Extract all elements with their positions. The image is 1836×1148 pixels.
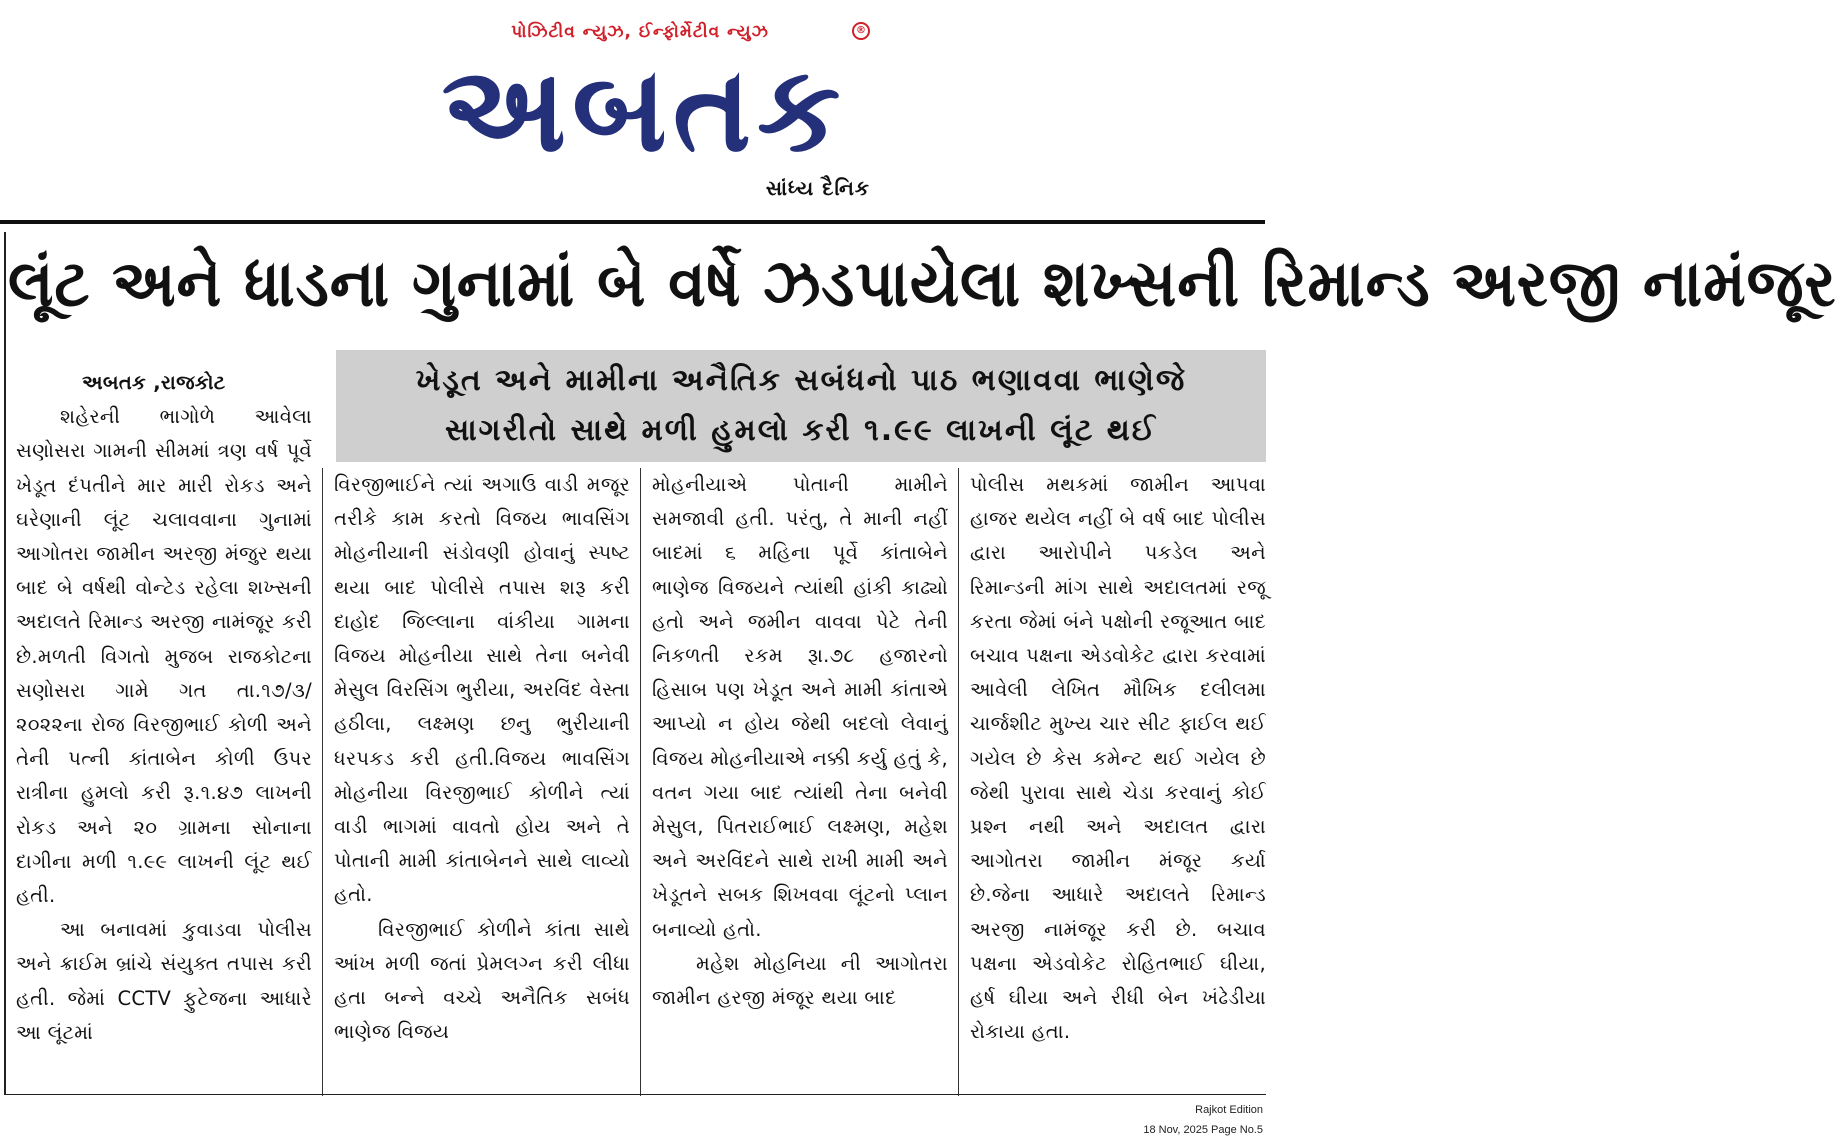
column-divider: [322, 468, 323, 1096]
paragraph: શહેરની ભાગોળે આવેલા સણોસરા ગામની સીમમાં ત્રણ વર્ષ પૂર્વે ખેડૂત દંપતીને માર મારી રોકડ અને ઘરેણાની લૂંટ ચલાવવાના ગુનામાં આગોતરા જામીન અરજી મંજુર થયા બાદ બે વર્ષથી વોન્ટેડ રહેલા શખ્સની અદાલતે રિમાન્ડ અરજી નામંજૂર કરી છે.મળતી વિગતો મુજબ રાજકોટના સણોસરા ગામે ગત તા.૧૭/૩/ ૨૦૨૨ના રોજ વિરજીભાઈ કોળી અને તેની પત્ની કાંતાબેન કોળી ઉપર રાત્રીના હુમલો કરી રૂ.૧.૪૭ લાખની રોકડ અને ૨૦ ગ્રામના સોનાના દાગીના મળી ૧.૯૯ લાખની લૂંટ થઈ હતી.: [16, 405, 312, 908]
article-headline: લૂંટ અને ધાડના ગુનામાં બે વર્ષે ઝડપાયેલા શખ્સની રિમાન્ડ અરજી નામંજૂર: [8, 246, 1836, 322]
newspaper-logo: અબતક: [441, 40, 847, 178]
masthead-tagline: પોઝિટીવ ન્યુઝ, ઈન્ફોર્મેટીવ ન્યુઝ: [511, 22, 769, 42]
article-byline: અબતક ,રાજકોટ: [82, 371, 226, 394]
paragraph: વિરજીભાઈને ત્યાં અગાઉ વાડી મજૂર તરીકે કામ કરતો વિજય ભાવસિંગ મોહનીયાની સંડોવણી હોવાનું સ્પષ્ટ થયા બાદ પોલીસે તપાસ શરૂ કરી દાહોદ જિલ્લાના વાંકીયા ગામના વિજય મોહનીયા સાથે તેના બનેવી મેસુલ વિરસિંગ ભુરીયા, અરવિંદ વેસ્તા હઠીલા, લક્ષ્મણ છનુ ભુરીયાની ધરપકડ કરી હતી.વિજય ભાવસિંગ મોહનીયા વિરજીભાઈ કોળીને ત્યાં વાડી ભાગમાં વાવતો હોય અને તે પોતાની મામી કાંતાબેનને સાથે લાવ્યો હતો.: [334, 473, 630, 907]
edition-type-label: સાંધ્ય દૈનિક: [765, 176, 870, 200]
article-column-1: [16, 366, 312, 1096]
bottom-rule: [4, 1094, 1266, 1095]
article-column-2: [334, 468, 630, 1096]
article-column-4: [970, 468, 1266, 1096]
left-border-rule: [4, 232, 6, 1094]
edition-name: Rajkot Edition: [1195, 1104, 1263, 1116]
paragraph: પોલીસ મથકમાં જામીન આપવા હાજર થયેલ નહીં બે વર્ષ બાદ પોલીસ દ્વારા આરોપીને પકડેલ અને રિમાન્ડની માંગ સાથે અદાલતમાં રજૂ કરતા જેમાં બંને પક્ષોની રજૂઆત બાદ બચાવ પક્ષના એડવોકેટ દ્વારા કરવામાં આવેલી લેખિત મૌખિક દલીલમા ચાર્જશીટ મુખ્ય ચાર સીટ ફાઈલ થઈ ગયેલ છે કેસ કમેન્ટ થઈ ગયેલ છે જેથી પુરાવા સાથે ચેડા કરવાનું કોઈ પ્રશ્ન નથી અને અદાલત દ્વારા આગોતરા જામીન મંજૂર કર્યા છે.જેના આધારે અદાલતે રિમાન્ડ અરજી નામંજૂર કરી છે. બચાવ પક્ષના એડવોકેટ રોહિતભાઈ ઘીયા, હર્ષ ઘીયા અને રીધી બેન ખંઢેડીયા રોકાયા હતા.: [970, 473, 1266, 1044]
article-column-3: [652, 468, 948, 1096]
paragraph: મોહનીયાએ પોતાની મામીને સમજાવી હતી. પરંતુ, તે માની નહીં બાદમાં ૬ મહિના પૂર્વે કાંતાબેને ભાણેજ વિજયને ત્યાંથી હાંકી કાઢ્યો હતો અને જમીન વાવવા પેટે તેની નિકળતી રકમ રૂા.૭૮ હજારનો હિસાબ પણ ખેડૂત અને મામી કાંતાએ આપ્યો ન હોય જેથી બદલો લેવાનું વિજય મોહનીયાએ નક્કી કર્યુ હતું કે, વતન ગયા બાદ ત્યાંથી તેના બનેવી મેસુલ, પિતરાઈભાઈ લક્ષ્મણ, મહેશ અને અરવિંદને સાથે રાખી મામી અને ખેડૂતને સબક શિખવવા લૂંટનો પ્લાન બનાવ્યો હતો.: [652, 473, 948, 941]
masthead: [420, 18, 880, 208]
registered-mark-icon: ®: [852, 22, 870, 40]
subheadline-line-1: ખેડૂત અને મામીના અનૈતિક સબંધનો પાઠ ભણાવવા ભાણેજે: [415, 363, 1187, 398]
date-page-label: 18 Nov, 2025 Page No.5: [1143, 1124, 1263, 1136]
column-divider: [640, 468, 641, 1096]
paragraph: આ બનાવમાં કુવાડવા પોલીસ અને ક્રાઈમ બ્રાંચે સંયુક્ત તપાસ કરી હતી. જેમાં CCTV ફુટેજના આધારે આ લૂંટમાં: [16, 918, 312, 1044]
paragraph: વિરજીભાઈ કોળીને કાંતા સાથે આંખ મળી જતાં પ્રેમલગ્ન કરી લીધા હતા બન્ને વચ્ચે અનૈતિક સબંધ ભાણેજ વિજય: [334, 917, 630, 1044]
article-subheadline: [336, 350, 1266, 462]
paragraph: મહેશ મોહનિયા ની આગોતરા જામીન હરજી મંજૂર થયા બાદ: [652, 951, 948, 1010]
column-divider: [958, 468, 959, 1096]
subheadline-line-2: સાગરીતો સાથે મળી હુમલો કરી ૧.૯૯ લાખની લૂંટ થઈ: [445, 413, 1157, 448]
